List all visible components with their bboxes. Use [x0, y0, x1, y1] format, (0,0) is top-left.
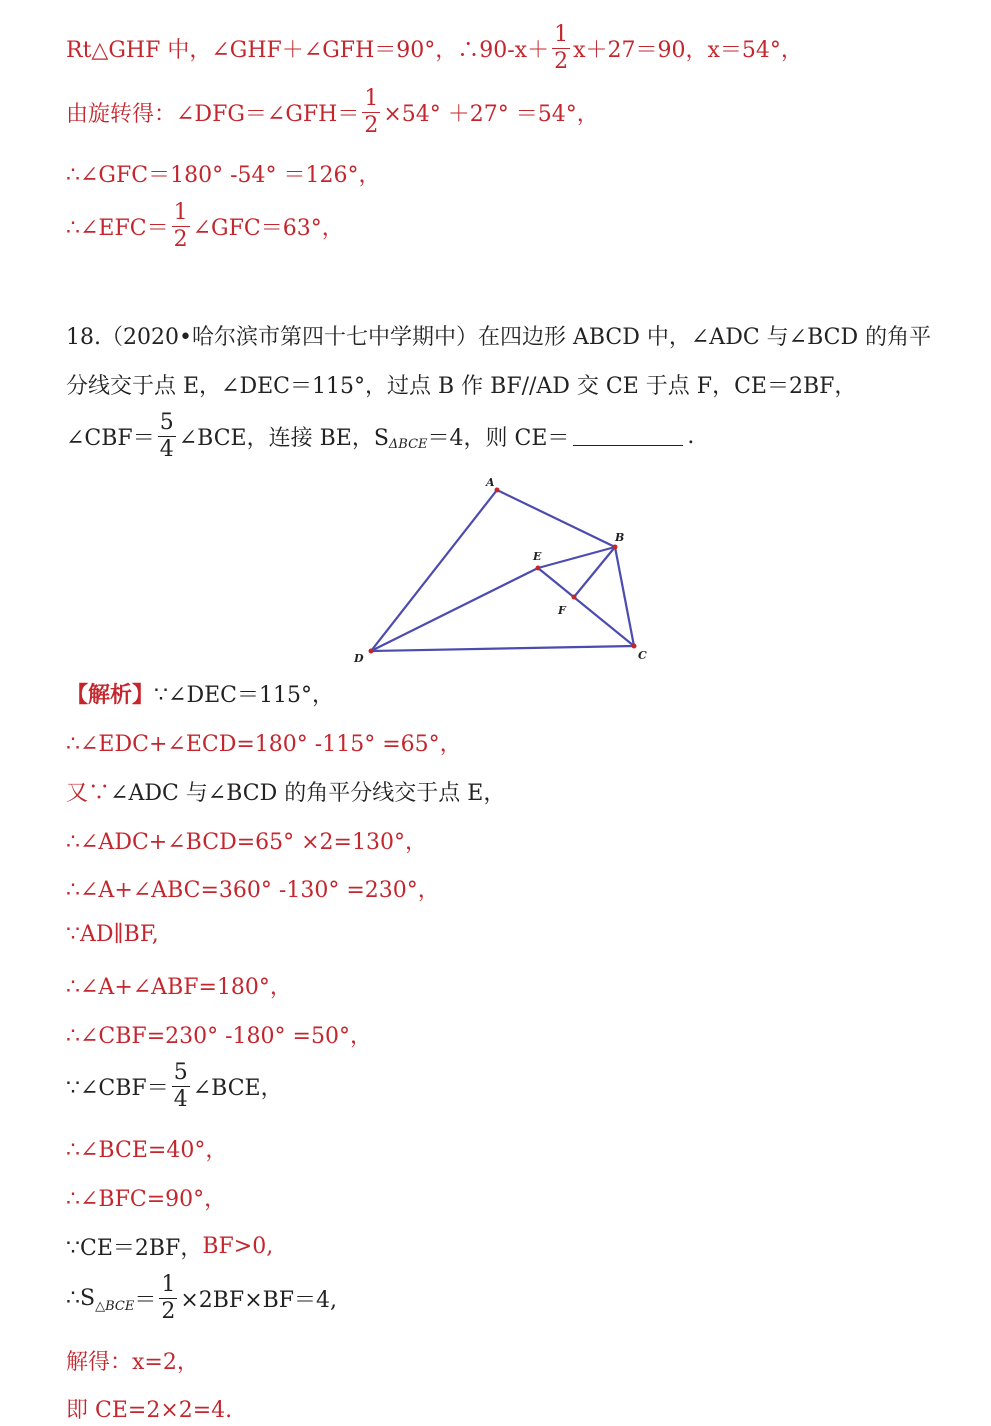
- label-b: B: [615, 531, 625, 544]
- solution-line-9-text-a: ∵∠CBF＝: [66, 1076, 169, 1101]
- fraction-half: $\frac{1}{2}$: [173, 200, 188, 252]
- solution-line-13-text-a: ∴S: [66, 1286, 96, 1311]
- segment-bf: [574, 547, 615, 597]
- point-d: [369, 649, 374, 654]
- answer-blank: [573, 427, 683, 446]
- solution-line-8: ∴∠CBF=230° -180° =50°，: [66, 1024, 372, 1049]
- solution-line-13: [66, 1274, 337, 1323]
- figure-lines: [371, 490, 634, 651]
- segment-da: [371, 490, 497, 651]
- top-line-1-text-b: x＋27＝90，x＝54°，: [573, 38, 803, 63]
- problem-line-2: 分线交于点 E，∠DEC＝115°，过点 B 作 BF//AD 交 CE 于点 F，CE＝2BF，: [66, 374, 857, 399]
- label-c: C: [638, 649, 647, 662]
- solution-line-9-text-b: ∠BCE，: [192, 1076, 283, 1101]
- solution-line-7: ∴∠A+∠ABF=180°，: [66, 975, 292, 1000]
- top-line-4-text-b: ∠GFC＝63°，: [192, 216, 344, 241]
- segment-eb: [538, 547, 615, 568]
- solution-line-1: [66, 678, 334, 709]
- problem-line-3-end: .: [687, 424, 695, 449]
- solution-line-3-text-b: ∠ADC 与∠BCD 的角平分线交于点 E，: [110, 781, 506, 806]
- segment-cd: [371, 646, 634, 651]
- problem-line-1: 18.（2020•哈尔滨市第四十七中学期中）在四边形 ABCD 中，∠ADC 与∠BCD 的角平: [66, 325, 932, 350]
- fraction-half: $\frac{1}{2}$: [161, 1272, 176, 1324]
- solution-line-11: ∴∠BFC=90°，: [66, 1187, 227, 1212]
- fraction-five-fourths: $\frac{5}{4}$: [159, 410, 174, 462]
- fraction-five-fourths: $\frac{5}{4}$: [173, 1060, 188, 1112]
- label-e: E: [533, 550, 542, 563]
- problem-line-3: [66, 412, 694, 461]
- solution-line-5: ∴∠A+∠ABC=360° -130° =230°，: [66, 878, 440, 903]
- top-line-1: [66, 24, 803, 73]
- solution-line-2: ∴∠EDC+∠ECD=180° -115° =65°，: [66, 732, 462, 757]
- top-line-1-text-a: Rt△GHF 中，∠GHF＋∠GFH＝90°，∴90-x＋: [66, 38, 550, 63]
- fraction-half: $\frac{1}{2}$: [554, 22, 569, 74]
- segment-ab: [497, 490, 615, 547]
- solution-line-15: 即 CE=2×2=4.: [66, 1398, 233, 1423]
- area-subscript: △BCE: [95, 1299, 135, 1314]
- label-a: A: [486, 476, 495, 489]
- geometry-figure: [340, 470, 660, 670]
- fraction-half: $\frac{1}{2}$: [364, 86, 379, 138]
- segment-bc: [615, 547, 634, 646]
- solution-line-9: [66, 1062, 283, 1111]
- solution-line-12-text-a: ∵CE＝2BF，: [66, 1236, 203, 1261]
- solution-line-3-text-a: 又∵: [66, 781, 111, 806]
- problem-line-3-text-c: ＝4，则 CE＝: [427, 426, 570, 451]
- point-c: [632, 644, 637, 649]
- solution-line-10: ∴∠BCE=40°，: [66, 1138, 228, 1163]
- top-line-2-text-b: ×54° ＋27° ＝54°，: [383, 102, 599, 127]
- solution-line-13-text-c: ×2BF×BF＝4,: [180, 1288, 338, 1313]
- point-a: [495, 488, 500, 493]
- top-line-3: ∴∠GFC＝180° -54° ＝126°，: [66, 163, 381, 188]
- problem-line-3-text-a: ∠CBF＝: [66, 426, 155, 451]
- solution-line-12: [66, 1231, 273, 1262]
- solution-line-3: [66, 776, 505, 807]
- solution-line-12-text-b: BF>0,: [202, 1234, 274, 1259]
- top-line-2-text-a: 由旋转得：∠DFG＝∠GFH＝: [66, 102, 360, 127]
- area-subscript: ΔBCE: [388, 437, 428, 452]
- segment-ec: [538, 568, 634, 646]
- segment-de: [371, 568, 538, 651]
- problem-line-3-text-b: ∠BCE，连接 BE，S: [178, 426, 389, 451]
- point-f: [572, 595, 577, 600]
- solution-line-1-text: ∵∠DEC＝115°，: [154, 683, 334, 708]
- solution-line-13-text-b: ＝: [134, 1288, 157, 1313]
- top-line-4-text-a: ∴∠EFC＝: [66, 216, 169, 241]
- solution-line-6: ∵AD∥BF,: [66, 922, 159, 947]
- label-f: F: [558, 604, 566, 617]
- top-line-2: [66, 88, 599, 137]
- label-d: D: [354, 652, 364, 665]
- point-e: [536, 566, 541, 571]
- solution-line-14: 解得：x=2，: [66, 1350, 199, 1375]
- solution-heading: 【解析】: [66, 682, 155, 708]
- top-line-4: [66, 202, 344, 251]
- point-b: [613, 545, 618, 550]
- solution-line-4: ∴∠ADC+∠BCD=65° ×2=130°，: [66, 830, 427, 855]
